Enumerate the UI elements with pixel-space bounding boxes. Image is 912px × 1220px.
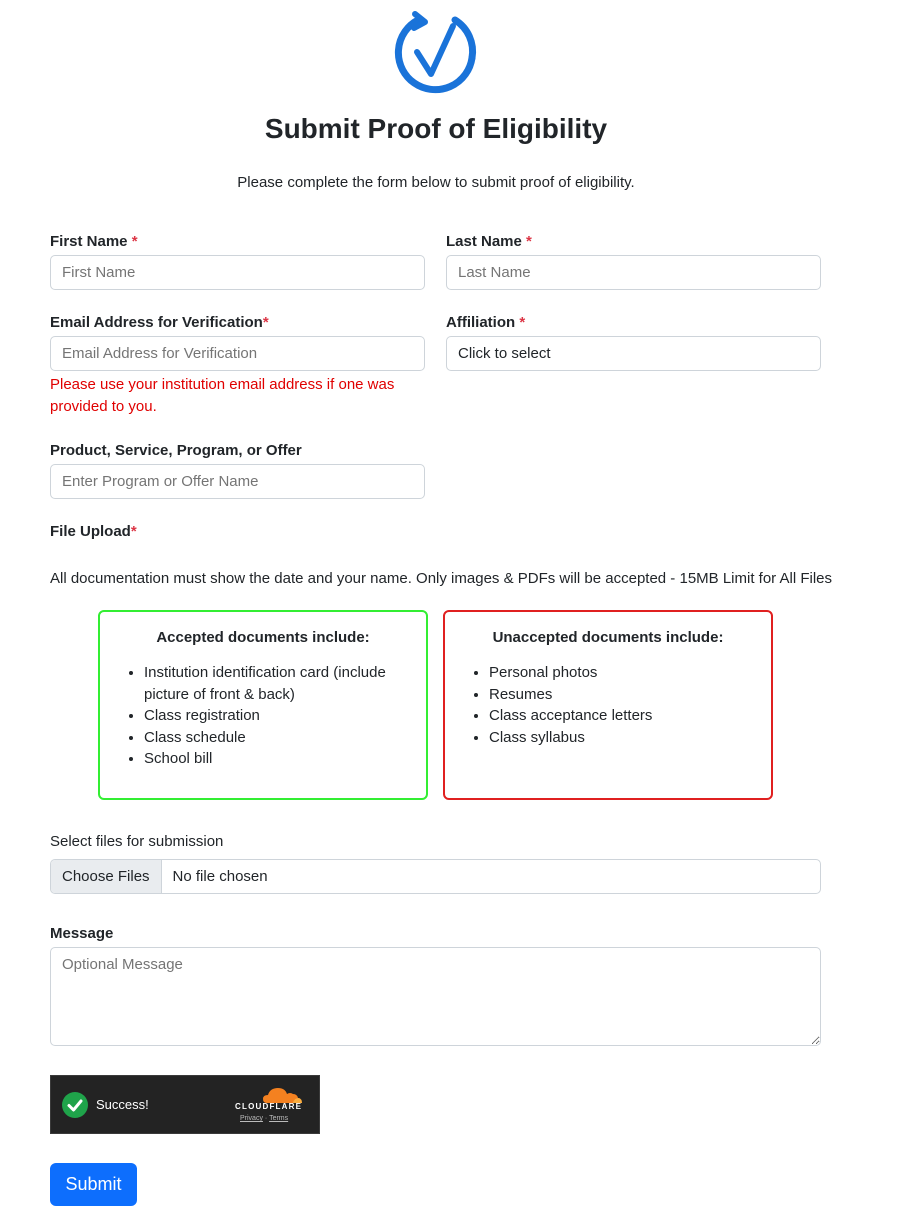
captcha-footer	[240, 1115, 288, 1122]
no-file-text: No file chosen	[172, 868, 268, 885]
file-upload-label-text: File Upload	[50, 523, 131, 540]
separator: ·	[264, 1115, 268, 1122]
message-label: Message	[50, 925, 114, 942]
required-marker: *	[130, 523, 137, 540]
check-circle-icon	[393, 8, 479, 94]
captcha-status: Success!	[96, 1097, 149, 1112]
list-item: • Personal photos	[489, 662, 771, 684]
captcha-widget[interactable]	[50, 1075, 320, 1134]
required-marker: *	[526, 233, 532, 250]
last-name-input[interactable]	[446, 255, 821, 290]
list-item: • School bill	[144, 748, 426, 770]
first-name-label-text: First Name	[50, 233, 128, 250]
unaccepted-documents-box	[443, 610, 773, 800]
terms-link[interactable]: Terms	[269, 1115, 289, 1122]
email-label-text: Email Address for Verification	[50, 314, 263, 331]
accepted-documents-title: Accepted documents include:	[156, 629, 370, 646]
cloudflare-brand: CLOUDFLARE	[235, 1102, 303, 1111]
affiliation-select[interactable]: Click to select	[446, 336, 821, 371]
choose-files-button[interactable]: Choose Files	[51, 860, 162, 893]
privacy-link[interactable]: Privacy	[240, 1115, 263, 1122]
select-files-label: Select files for submission	[50, 833, 224, 850]
list-item: • Institution identification card (include picture of front & back)	[144, 662, 426, 705]
email-input[interactable]	[50, 336, 425, 371]
last-name-label	[446, 233, 532, 250]
affiliation-label	[446, 314, 525, 331]
required-marker: *	[131, 233, 138, 250]
affiliation-label-text: Affiliation	[446, 314, 516, 331]
list-item: • Class syllabus	[489, 727, 771, 749]
cloudflare-cloud-icon	[257, 1084, 307, 1104]
email-label	[50, 314, 269, 331]
required-marker: *	[519, 314, 526, 331]
first-name-label	[50, 233, 138, 250]
message-textarea[interactable]	[50, 947, 821, 1046]
list-item: • Class schedule	[144, 727, 426, 749]
unaccepted-documents-title: Unaccepted documents include:	[492, 629, 724, 646]
list-item: • Class acceptance letters	[489, 705, 771, 727]
accepted-documents-list	[100, 662, 426, 770]
first-name-input[interactable]	[50, 255, 425, 290]
page-subtitle: Please complete the form below to submit proof of eligibility.	[237, 174, 635, 191]
program-input[interactable]	[50, 464, 425, 499]
submit-button[interactable]: Submit	[50, 1163, 137, 1206]
success-check-icon	[62, 1092, 88, 1118]
program-label: Product, Service, Program, or Offer	[50, 442, 302, 459]
required-marker: *	[262, 314, 269, 331]
file-upload-label	[50, 523, 137, 540]
list-item: • Class registration	[144, 705, 426, 727]
accepted-documents-box	[98, 610, 428, 800]
unaccepted-documents-list	[445, 662, 771, 748]
page-title: Submit Proof of Eligibility	[264, 113, 608, 144]
last-name-label-text: Last Name	[446, 233, 522, 250]
file-input[interactable]	[50, 859, 821, 894]
list-item: • Resumes	[489, 684, 771, 706]
email-hint: Please use your institution email address if one was provided to you.	[50, 376, 395, 415]
file-upload-note: All documentation must show the date and your name. Only images & PDFs will be accepted - 15MB Limit for All Files	[50, 570, 833, 587]
